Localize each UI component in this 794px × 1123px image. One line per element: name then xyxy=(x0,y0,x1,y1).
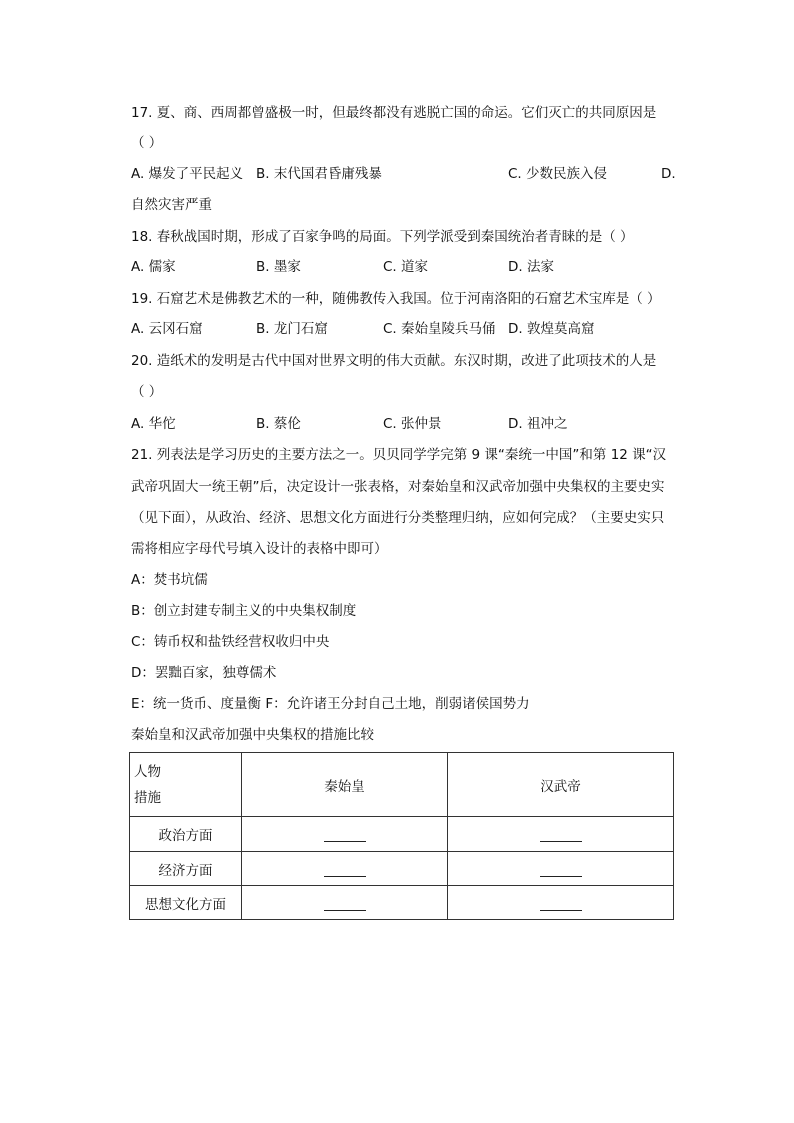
q21-stem-line4: 需将相应字母代号填入设计的表格中即可） xyxy=(131,541,388,557)
q21-item-ef: E：统一货币、度量衡 F：允许诸王分封自己土地，削弱诸侯国势力 xyxy=(131,696,530,712)
answer-blank-culture-han[interactable] xyxy=(448,886,674,920)
table-row xyxy=(130,886,674,920)
q21-item-c: C：铸币权和盐铁经营权收归中央 xyxy=(131,634,330,650)
q19-option-c: C. 秦始皇陵兵马俑 xyxy=(383,321,496,337)
q19-stem: 19. 石窟艺术是佛教艺术的一种，随佛教传入我国。位于河南洛阳的石窟艺术宝库是（ ） xyxy=(131,291,661,307)
q20-option-b: B. 蔡伦 xyxy=(256,416,301,432)
q19-option-b: B. 龙门石窟 xyxy=(256,321,328,337)
corner-label-measure: 措施 xyxy=(134,789,161,806)
q20-answer-paren: （ ） xyxy=(131,384,163,400)
q18-stem: 18. 春秋战国时期，形成了百家争鸣的局面。下列学派受到秦国统治者青睐的是（ ） xyxy=(131,229,634,245)
row-label-economy: 经济方面 xyxy=(130,852,242,886)
q17-option-c: C. 少数民族入侵 xyxy=(508,166,608,182)
row-label-politics: 政治方面 xyxy=(130,817,242,852)
row-label-culture: 思想文化方面 xyxy=(130,886,242,920)
answer-blank-culture-qin[interactable] xyxy=(242,886,448,920)
q20-option-d: D. 祖冲之 xyxy=(508,416,568,432)
q17-answer-paren: （ ） xyxy=(131,135,163,151)
q20-stem: 20. 造纸术的发明是古代中国对世界文明的伟大贡献。东汉时期，改进了此项技术的人是 xyxy=(131,353,657,369)
q18-option-a: A. 儒家 xyxy=(131,259,176,275)
comparison-table xyxy=(129,752,674,920)
answer-blank-politics-qin[interactable] xyxy=(242,817,448,852)
q19-option-a: A. 云冈石窟 xyxy=(131,321,203,337)
q20-option-c: C. 张仲景 xyxy=(383,416,442,432)
answer-blank-politics-han[interactable] xyxy=(448,817,674,852)
q21-stem-line1: 21. 列表法是学习历史的主要方法之一。贝贝同学学完第 9 课“秦统一中国”和第 12 课“汉 xyxy=(131,447,667,463)
q19-option-d: D. 敦煌莫高窟 xyxy=(508,321,595,337)
q21-stem-line2: 武帝巩固大一统王朝”后，决定设计一张表格，对秦始皇和汉武帝加强中央集权的主要史实 xyxy=(131,479,665,495)
q17-option-a: A. 爆发了平民起义 xyxy=(131,166,244,182)
q21-table-title: 秦始皇和汉武帝加强中央集权的措施比较 xyxy=(131,727,374,743)
q21-item-d: D：罢黜百家，独尊儒术 xyxy=(131,665,277,681)
answer-blank-economy-qin[interactable] xyxy=(242,852,448,886)
q20-option-a: A. 华佗 xyxy=(131,416,176,432)
q17-option-d-text: 自然灾害严重 xyxy=(131,197,212,213)
table-header-row xyxy=(130,753,674,817)
q21-item-b: B：创立封建专制主义的中央集权制度 xyxy=(131,603,357,619)
q18-option-c: C. 道家 xyxy=(383,259,429,275)
q18-option-b: B. 墨家 xyxy=(256,259,301,275)
q17-option-d-label: D. xyxy=(661,166,676,182)
q21-item-a: A：焚书坑儒 xyxy=(131,572,208,588)
q17-option-b: B. 末代国君昏庸残暴 xyxy=(256,166,382,182)
corner-label-person: 人物 xyxy=(134,763,161,780)
column-header-han: 汉武帝 xyxy=(448,753,674,817)
table-row xyxy=(130,817,674,852)
table-corner-cell xyxy=(130,753,242,817)
q21-stem-line3: （见下面），从政治、经济、思想文化方面进行分类整理归纳，应如何完成？（主要史实只 xyxy=(131,510,665,526)
table-row xyxy=(130,852,674,886)
q17-stem: 17. 夏、商、西周都曾盛极一时，但最终都没有逃脱亡国的命运。它们灭亡的共同原因是 xyxy=(131,105,657,121)
answer-blank-economy-han[interactable] xyxy=(448,852,674,886)
q18-option-d: D. 法家 xyxy=(508,259,554,275)
column-header-qin: 秦始皇 xyxy=(242,753,448,817)
